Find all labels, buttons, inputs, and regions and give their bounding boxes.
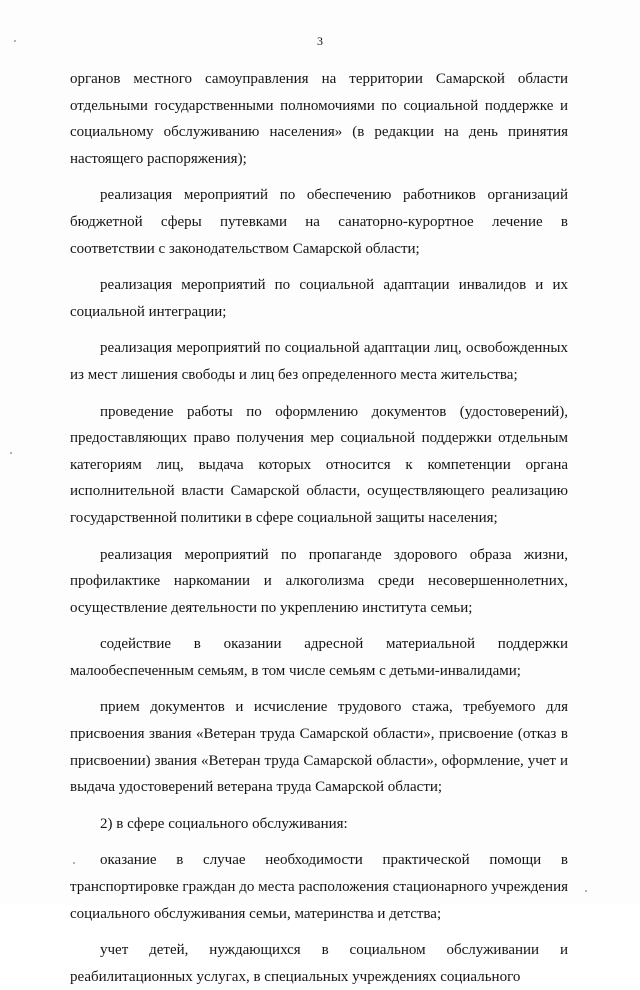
paragraph-1: органов местного самоуправления на территории Самарской области отдельными государственными полномочиями по социальной поддержке и социальному обслуживанию населения» (в редакции на день принятия настоящего распоряжения); <box>70 71 568 167</box>
page-number: 3 <box>317 34 323 48</box>
paragraph-2: реализация мероприятий по обеспечению работников организаций бюджетной сферы путевками на санаторно-курортное лечение в соответствии с законодательством Самарской области; <box>70 187 568 257</box>
scan-speck <box>73 862 75 864</box>
paragraph-11: учет детей, нуждающихся в социальном обслуживании и реабилитационных услугах, в специальных учреждениях социального <box>70 942 568 985</box>
scan-speck <box>10 452 12 454</box>
paragraph-8: прием документов и исчисление трудового стажа, требуемого для присвоения звания «Ветеран труда Самарской области», присвоение (отказ в присвоении) звания «Ветеран труда Самарской области», оформление, учет и выдача удостоверений ветерана труда Самарской области; <box>70 699 568 796</box>
paragraph-7: содействие в оказании адресной материальной поддержки малообеспеченным семьям, в том числе семьям с детьми-инвалидами; <box>70 636 568 679</box>
paragraph-3: реализация мероприятий по социальной адаптации инвалидов и их социальной интеграции; <box>70 277 568 320</box>
paragraph-6: реализация мероприятий по пропаганде здорового образа жизни, профилактике наркомании и алкоголизма среди несовершеннолетних, осуществление деятельности по укреплению института семьи; <box>70 546 568 616</box>
paragraph-4: реализация мероприятий по социальной адаптации лиц, освобожденных из мест лишения свободы и лиц без определенного места жительства; <box>70 340 568 383</box>
scan-speck <box>14 40 16 42</box>
paragraph-9: 2) в сфере социального обслуживания: <box>100 815 348 832</box>
document-body <box>70 66 568 990</box>
paragraph-5: проведение работы по оформлению документов (удостоверений), предоставляющих право получения мер социальной поддержки отдельным категориям лиц, выдача которых относится к компетенции органа исполнительной власти Самарской области, осуществляющего реализацию государственной политики в сфере социальной защиты населения; <box>70 403 568 526</box>
paragraph-10: оказание в случае необходимости практической помощи в транспортировке граждан до места расположения стационарного учреждения социального обслуживания семьи, материнства и детства; <box>70 852 568 922</box>
scan-speck <box>585 890 587 892</box>
